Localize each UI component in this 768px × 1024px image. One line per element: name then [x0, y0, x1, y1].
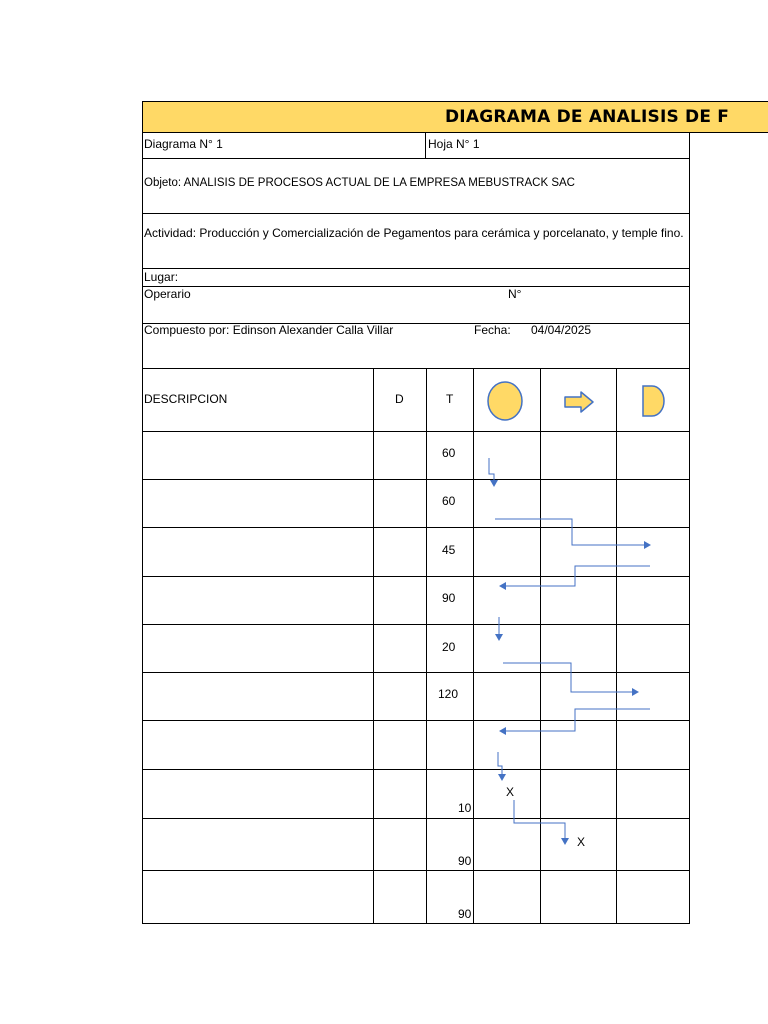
objeto-text: Objeto: ANALISIS DE PROCESOS ACTUAL DE LA EMPRESA MEBUSTRACK SAC: [144, 177, 575, 189]
fecha-label: Fecha:: [474, 323, 511, 337]
flow-line-5: [503, 663, 638, 692]
t-value-1: 60: [442, 446, 456, 460]
x-mark-1: X: [506, 785, 515, 799]
flow-line-7: [498, 752, 502, 780]
t-value-8: 10: [458, 801, 472, 815]
t-value-6: 120: [438, 687, 459, 701]
flow-line-2: [495, 519, 650, 545]
lugar-label: Lugar:: [144, 270, 179, 284]
col-descripcion: DESCRIPCION: [144, 392, 228, 406]
page-title: DIAGRAMA DE ANALISIS DE F: [445, 107, 730, 127]
t-value-5: 20: [442, 640, 456, 654]
diagrama-number: Diagrama N° 1: [144, 137, 223, 151]
t-value-10: 90: [458, 907, 472, 921]
t-value-3: 45: [442, 543, 456, 557]
flow-line-1: [489, 458, 494, 486]
flow-line-8: [514, 800, 565, 844]
fecha-value: 04/04/2025: [531, 323, 592, 337]
col-d: D: [395, 392, 404, 406]
t-value-4: 90: [442, 591, 456, 605]
t-value-9: 90: [458, 854, 472, 868]
operario-label: Operario: [144, 287, 191, 301]
t-value-2: 60: [442, 494, 456, 508]
col-t: T: [446, 392, 454, 406]
flow-line-3: [500, 566, 650, 586]
hoja-number: Hoja N° 1: [428, 137, 480, 151]
numero-label: N°: [508, 287, 522, 301]
flow-line-6: [500, 709, 650, 731]
x-mark-2: X: [577, 835, 586, 849]
compuesto-por: Compuesto por: Edinson Alexander Calla Villar: [144, 323, 394, 337]
actividad-text: Actividad: Producción y Comercialización de Pegamentos para cerámica y porcelanato, y temple fino.: [144, 226, 684, 240]
